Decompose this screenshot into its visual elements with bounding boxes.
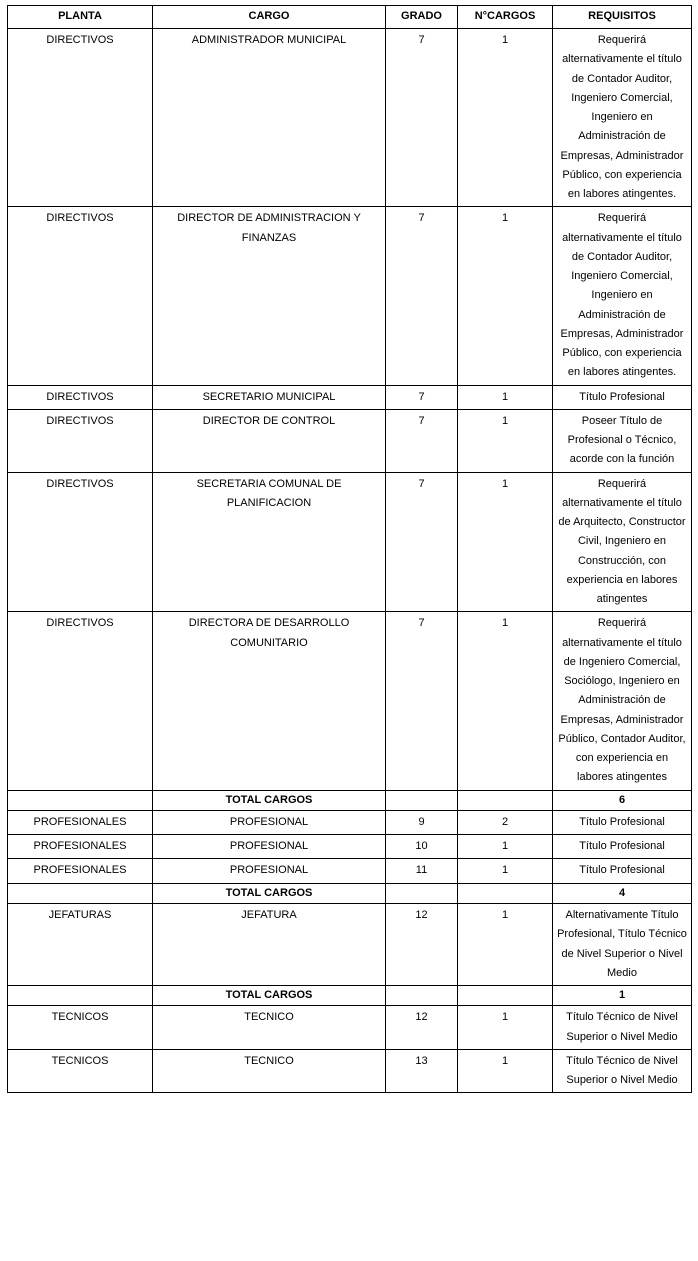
cell-ncargos: 1 [458, 1049, 553, 1093]
table-header-row [8, 6, 692, 29]
cell-grado: 12 [386, 1006, 458, 1050]
cell-planta [8, 986, 153, 1006]
cell-planta: PROFESIONALES [8, 859, 153, 883]
cell-ncargos: 1 [458, 409, 553, 472]
cell-planta: DIRECTIVOS [8, 29, 153, 207]
cell-grado [386, 790, 458, 810]
header-planta: PLANTA [8, 6, 153, 29]
cell-grado: 9 [386, 810, 458, 834]
table-row [8, 612, 692, 790]
cell-requisitos: Requerirá alternativamente el título de Ingeniero Comercial, Sociólogo, Ingeniero en Administración de Empresas, Administrador Público, Contador Auditor, con experiencia en labores atingentes [553, 612, 692, 790]
table-header [8, 6, 692, 29]
cell-cargo: TECNICO [153, 1006, 386, 1050]
cell-cargo: DIRECTOR DE ADMINISTRACION Y FINANZAS [153, 207, 386, 385]
cell-requisitos: 6 [553, 790, 692, 810]
cell-requisitos: Alternativamente Título Profesional, Título Técnico de Nivel Superior o Nivel Medio [553, 904, 692, 986]
cell-planta: PROFESIONALES [8, 835, 153, 859]
table-row [8, 385, 692, 409]
cell-planta [8, 883, 153, 903]
cell-planta: TECNICOS [8, 1049, 153, 1093]
cell-requisitos: 4 [553, 883, 692, 903]
cell-planta: DIRECTIVOS [8, 409, 153, 472]
cell-requisitos: Título Profesional [553, 810, 692, 834]
table-row [8, 790, 692, 810]
table-row [8, 835, 692, 859]
cell-requisitos: Título Profesional [553, 835, 692, 859]
header-cargo: CARGO [153, 6, 386, 29]
cell-ncargos: 1 [458, 612, 553, 790]
cell-planta [8, 790, 153, 810]
cell-ncargos: 1 [458, 859, 553, 883]
cell-planta: JEFATURAS [8, 904, 153, 986]
cell-cargo: ADMINISTRADOR MUNICIPAL [153, 29, 386, 207]
cell-cargo: PROFESIONAL [153, 859, 386, 883]
table-row [8, 409, 692, 472]
cell-ncargos [458, 986, 553, 1006]
cell-ncargos: 1 [458, 1006, 553, 1050]
table-row [8, 472, 692, 612]
cell-requisitos: Título Profesional [553, 859, 692, 883]
table-row [8, 207, 692, 385]
table-row [8, 859, 692, 883]
table-row [8, 883, 692, 903]
cell-cargo: TECNICO [153, 1049, 386, 1093]
cell-cargo: TOTAL CARGOS [153, 986, 386, 1006]
cell-grado: 10 [386, 835, 458, 859]
cell-requisitos: Título Profesional [553, 385, 692, 409]
cell-grado: 12 [386, 904, 458, 986]
cell-grado: 7 [386, 29, 458, 207]
cell-ncargos: 1 [458, 385, 553, 409]
cell-cargo: DIRECTOR DE CONTROL [153, 409, 386, 472]
cell-grado [386, 986, 458, 1006]
cell-requisitos: Poseer Título de Profesional o Técnico, acorde con la función [553, 409, 692, 472]
cell-requisitos: Requerirá alternativamente el título de Contador Auditor, Ingeniero Comercial, Ingeniero en Administración de Empresas, Administrador Público, con experiencia en labores atingentes. [553, 29, 692, 207]
cell-cargo: TOTAL CARGOS [153, 790, 386, 810]
cell-ncargos: 1 [458, 835, 553, 859]
cell-ncargos: 1 [458, 904, 553, 986]
cell-grado: 7 [386, 207, 458, 385]
cell-requisitos: 1 [553, 986, 692, 1006]
header-requisitos: REQUISITOS [553, 6, 692, 29]
table-row [8, 29, 692, 207]
cell-ncargos: 1 [458, 207, 553, 385]
cell-planta: DIRECTIVOS [8, 472, 153, 612]
cell-ncargos: 1 [458, 472, 553, 612]
table-row [8, 986, 692, 1006]
cell-cargo: DIRECTORA DE DESARROLLO COMUNITARIO [153, 612, 386, 790]
cell-requisitos: Título Técnico de Nivel Superior o Nivel Medio [553, 1006, 692, 1050]
cell-cargo: PROFESIONAL [153, 835, 386, 859]
cell-ncargos: 2 [458, 810, 553, 834]
cell-grado [386, 883, 458, 903]
cell-requisitos: Requerirá alternativamente el título de Contador Auditor, Ingeniero Comercial, Ingeniero en Administración de Empresas, Administrador Público, con experiencia en labores atingentes. [553, 207, 692, 385]
table-body [8, 29, 692, 1093]
cell-planta: DIRECTIVOS [8, 612, 153, 790]
cell-planta: PROFESIONALES [8, 810, 153, 834]
cell-planta: TECNICOS [8, 1006, 153, 1050]
table-row [8, 1006, 692, 1050]
cell-requisitos: Título Técnico de Nivel Superior o Nivel Medio [553, 1049, 692, 1093]
cell-requisitos: Requerirá alternativamente el título de Arquitecto, Constructor Civil, Ingeniero en Construcción, con experiencia en labores atingentes [553, 472, 692, 612]
cell-planta: DIRECTIVOS [8, 207, 153, 385]
header-ncargos: N°CARGOS [458, 6, 553, 29]
table-row [8, 810, 692, 834]
cell-cargo: SECRETARIA COMUNAL DE PLANIFICACION [153, 472, 386, 612]
cell-grado: 7 [386, 612, 458, 790]
cell-grado: 7 [386, 385, 458, 409]
table-row [8, 1049, 692, 1093]
cell-cargo: JEFATURA [153, 904, 386, 986]
cell-ncargos [458, 790, 553, 810]
cell-grado: 11 [386, 859, 458, 883]
cell-cargo: TOTAL CARGOS [153, 883, 386, 903]
cell-cargo: PROFESIONAL [153, 810, 386, 834]
staffing-table [7, 5, 692, 1093]
cell-ncargos [458, 883, 553, 903]
cell-planta: DIRECTIVOS [8, 385, 153, 409]
header-grado: GRADO [386, 6, 458, 29]
cell-grado: 13 [386, 1049, 458, 1093]
cell-grado: 7 [386, 409, 458, 472]
table-row [8, 904, 692, 986]
cell-cargo: SECRETARIO MUNICIPAL [153, 385, 386, 409]
cell-grado: 7 [386, 472, 458, 612]
cell-ncargos: 1 [458, 29, 553, 207]
